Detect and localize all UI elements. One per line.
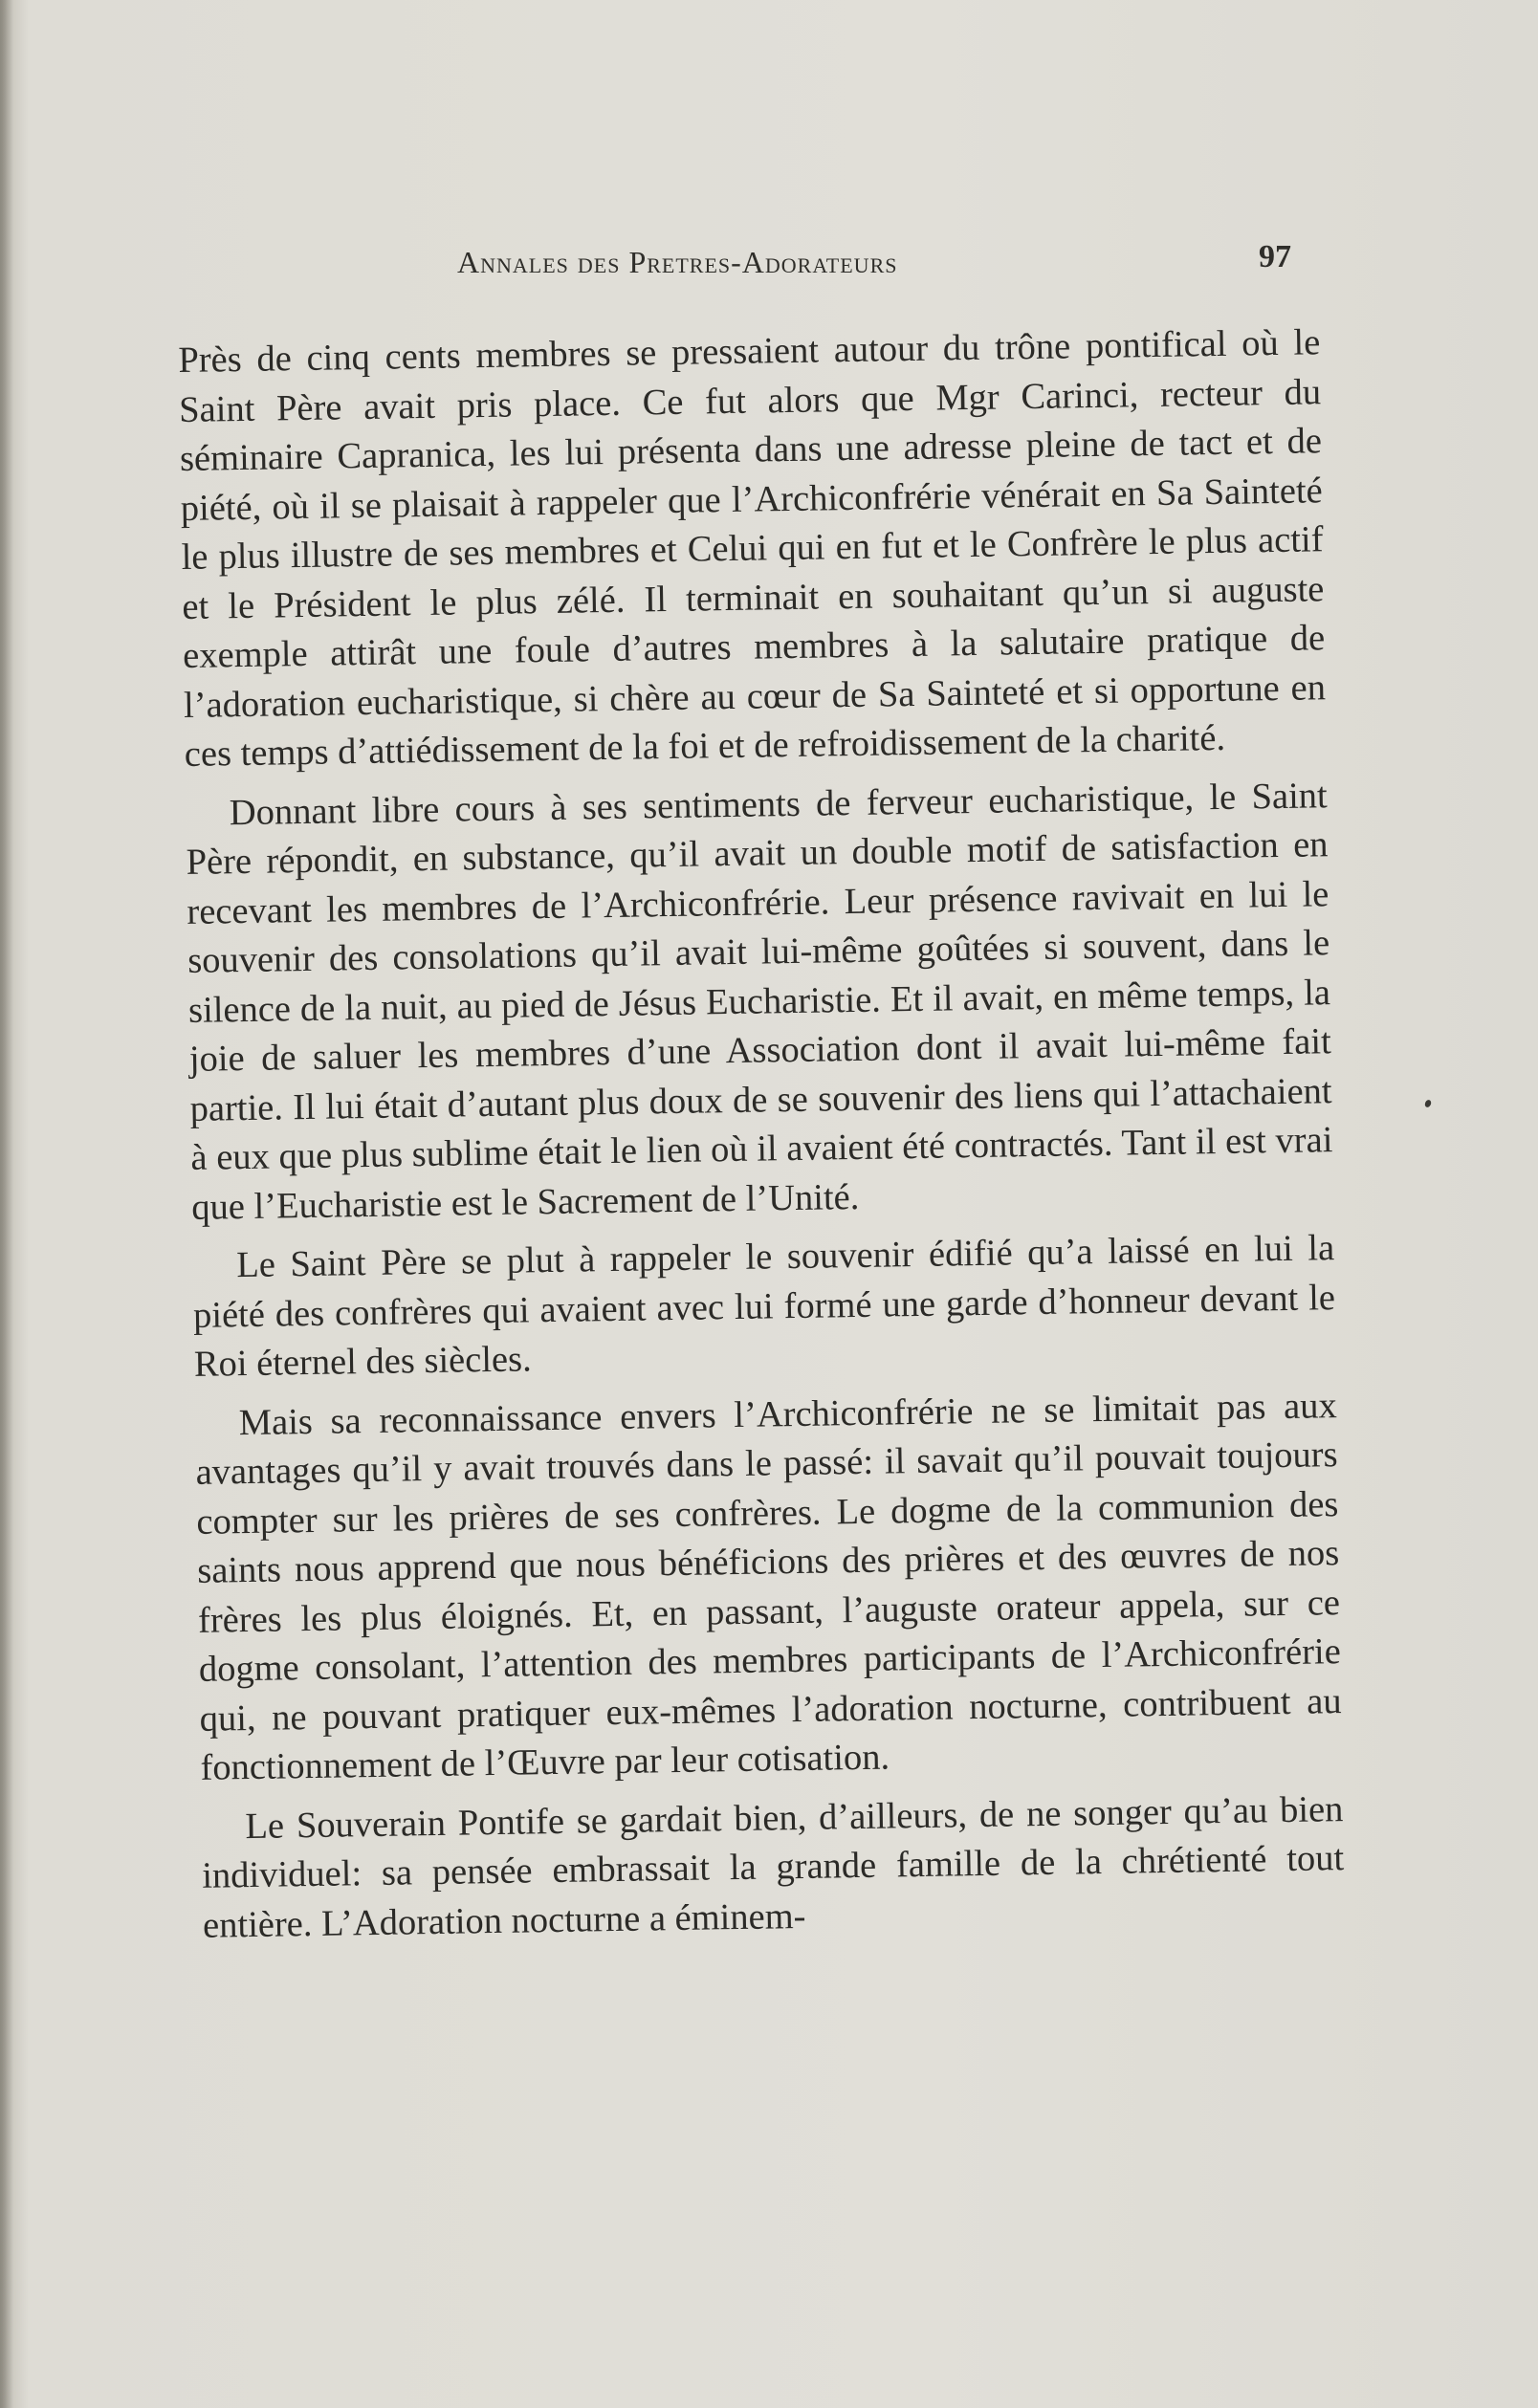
- paragraph-1: Près de cinq cents membres se pressaient autour du trône pontifical où le Saint Père avait pris place. Ce fut alors que Mgr Carinci, recteur du séminaire Capranica, les lui présenta dans une adresse pleine de tact et de piété, où il se plaisait à rappeler que l’Archiconfrérie vénérait en Sa Sainteté le plus illustre de ses membres et Celui qui en fut et le Confrère le plus actif et le Président le plus zélé. Il terminait en souhaitant qu’un si auguste exemple attirât une foule d’autres membres à la salutaire pratique de l’adoration eucharistique, si chère au cœur de Sa Sainteté et si opportune en ces temps d’attiédissement de la foi et de refroidissement de la charité.: [178, 322, 1327, 775]
- paragraph-5: Le Souverain Pontife se gardait bien, d’ailleurs, de ne songer qu’au bien individuel: sa pensée embrassait la grande famille de la chrétienté tout entière. L’Adoration nocturne a éminem-: [201, 1788, 1345, 1946]
- running-head-title: Annales des Pretres-Adorateurs: [457, 245, 898, 279]
- paragraph-2: Donnant libre cours à ses sentiments de ferveur eucharistique, le Saint Père répondit, en substance, qu’il avait un double motif de satisfaction en recevant les membres de l’Archiconfrérie. Leur présence ravivait en lui le souvenir des consolations qu’il avait lui-même goûtées si souvent, dans le silence de la nuit, au pied de Jésus Eucharistie. Et il avait, en même temps, la joie de saluer les membres d’une Association dont il avait lui-même fait partie. Il lui était d’autant plus doux de se souvenir des liens qui l’attachaient à eux que plus sublime était le lien où il avaient été contractés. Tant il est vrai que l’Eucharistie est le Sacrement de l’Unité.: [186, 775, 1333, 1228]
- paragraph-3: Le Saint Père se plut à rappeler le souvenir édifié qu’a laissé en lui la piété des confrères qui avaient avec lui formé une garde d’honneur devant le Roi éternel des siècles.: [192, 1228, 1336, 1385]
- spine-shadow: [0, 0, 13, 2408]
- paragraph-4: Mais sa reconnaissance envers l’Archiconfrérie ne se limitait pas aux avantages qu’il y avait trouvés dans le passé: il savait qu’il pouvait toujours compter sur les prières de ses confrères. Le dogme de la communion des saints nous apprend que nous bénéficions des prières et des œuvres de nos frères les plus éloignés. Et, en passant, l’auguste orateur appela, sur ce dogme consolant, l’attention des membres participants de l’Archiconfrérie qui, ne pouvant pratiquer eux-mêmes l’adoration nocturne, contribuent au fonctionnement de l’Œuvre par leur cotisation.: [195, 1385, 1342, 1788]
- page-number: 97: [1259, 239, 1291, 274]
- ink-speck: [1424, 1099, 1433, 1108]
- body-text: [178, 318, 1346, 1960]
